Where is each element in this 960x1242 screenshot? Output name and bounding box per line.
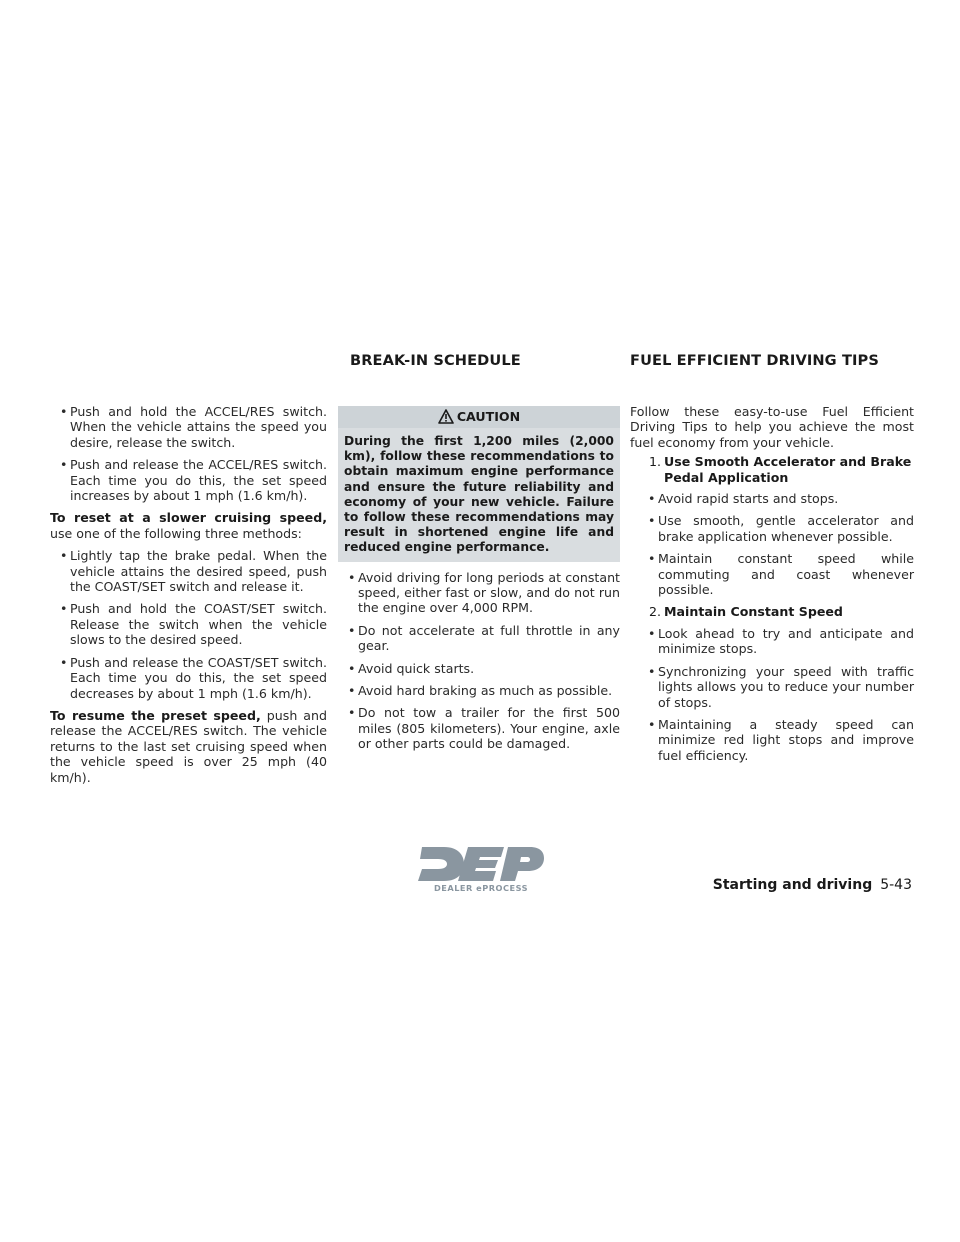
- page-footer: [713, 877, 912, 893]
- list-item: • Avoid driving for long periods at constant speed, either fast or slow, and do not run the engine over 4,000 RPM.: [338, 570, 620, 616]
- resume-lead: To resume the preset speed,: [50, 707, 261, 723]
- resume-paragraph: [50, 708, 327, 785]
- numbered-item-1: [630, 454, 914, 485]
- item-number: 1.: [649, 454, 662, 470]
- fuel-tips-intro: Follow these easy-to-use Fuel Efficient Driving Tips to help you achieve the most fuel economy from your vehicle.: [630, 404, 914, 450]
- left-column: [50, 404, 327, 785]
- item-title: Use Smooth Accelerator and Brake Pedal Application: [664, 454, 912, 485]
- reset-text: use one of the following three methods:: [50, 525, 302, 541]
- caution-box: [338, 406, 620, 562]
- list-item: • Push and hold the ACCEL/RES switch. When the vehicle attains the speed you desire, release the switch.: [50, 404, 327, 450]
- list-item: • Push and release the COAST/SET switch. Each time you do this, the set speed decreases by about 1 mph (1.6 km/h).: [50, 655, 327, 701]
- list-item: • Avoid hard braking as much as possible.: [338, 683, 620, 698]
- list-item: • Push and release the ACCEL/RES switch. Each time you do this, the set speed increases by about 1 mph (1.6 km/h).: [50, 457, 327, 503]
- list-item: • Maintain constant speed while commuting and coast whenever possible.: [630, 551, 914, 597]
- reset-lead: To reset at a slower cruising speed,: [50, 510, 327, 526]
- heading-break-in: BREAK-IN SCHEDULE: [350, 352, 521, 369]
- footer-section: Starting and driving: [712, 877, 873, 893]
- numbered-item-2: [630, 604, 914, 619]
- list-item: • Avoid rapid starts and stops.: [630, 491, 914, 506]
- page-number: 5-43: [880, 877, 912, 893]
- caution-text: During the first 1,200 miles (2,000 km), follow these recommendations to obtain maximum engine performance and ensure the future reliability and economy of your new vehicle. Failure to follow these recommendations may result in shortened engine life and reduced engine performance.: [344, 434, 614, 555]
- dealer-eprocess-logo: [418, 845, 544, 893]
- list-item: • Use smooth, gentle accelerator and brake application whenever possible.: [630, 513, 914, 544]
- middle-column: [338, 406, 620, 759]
- list-item: • Do not tow a trailer for the first 500 miles (805 kilometers). Your engine, axle or other parts could be damaged.: [338, 705, 620, 751]
- warning-icon: [438, 409, 454, 424]
- caution-header: [338, 406, 620, 428]
- item-title: Maintain Constant Speed: [664, 604, 843, 620]
- list-item: • Maintaining a steady speed can minimize red light stops and improve fuel efficiency.: [630, 717, 914, 763]
- heading-fuel-tips: FUEL EFFICIENT DRIVING TIPS: [630, 352, 879, 369]
- list-item: • Look ahead to try and anticipate and minimize stops.: [630, 626, 914, 657]
- list-item: • Do not accelerate at full throttle in any gear.: [338, 623, 620, 654]
- list-item: • Synchronizing your speed with traffic lights allows you to reduce your number of stops.: [630, 664, 914, 710]
- list-item: • Lightly tap the brake pedal. When the vehicle attains the desired speed, push the COAST/SET switch and release it.: [50, 548, 327, 594]
- right-column: [630, 404, 914, 770]
- logo-text: DEALER ePROCESS: [433, 883, 529, 893]
- caution-title: CAUTION: [456, 409, 521, 424]
- list-item: • Push and hold the COAST/SET switch. Release the switch when the vehicle slows to the desired speed.: [50, 601, 327, 647]
- reset-paragraph: [50, 510, 327, 541]
- resume-text: push and release the ACCEL/RES switch. The vehicle returns to the last set cruising speed when the vehicle speed is over 25 mph (40 km/h).: [50, 707, 327, 785]
- list-item: • Avoid quick starts.: [338, 661, 620, 676]
- item-number: 2.: [649, 604, 662, 620]
